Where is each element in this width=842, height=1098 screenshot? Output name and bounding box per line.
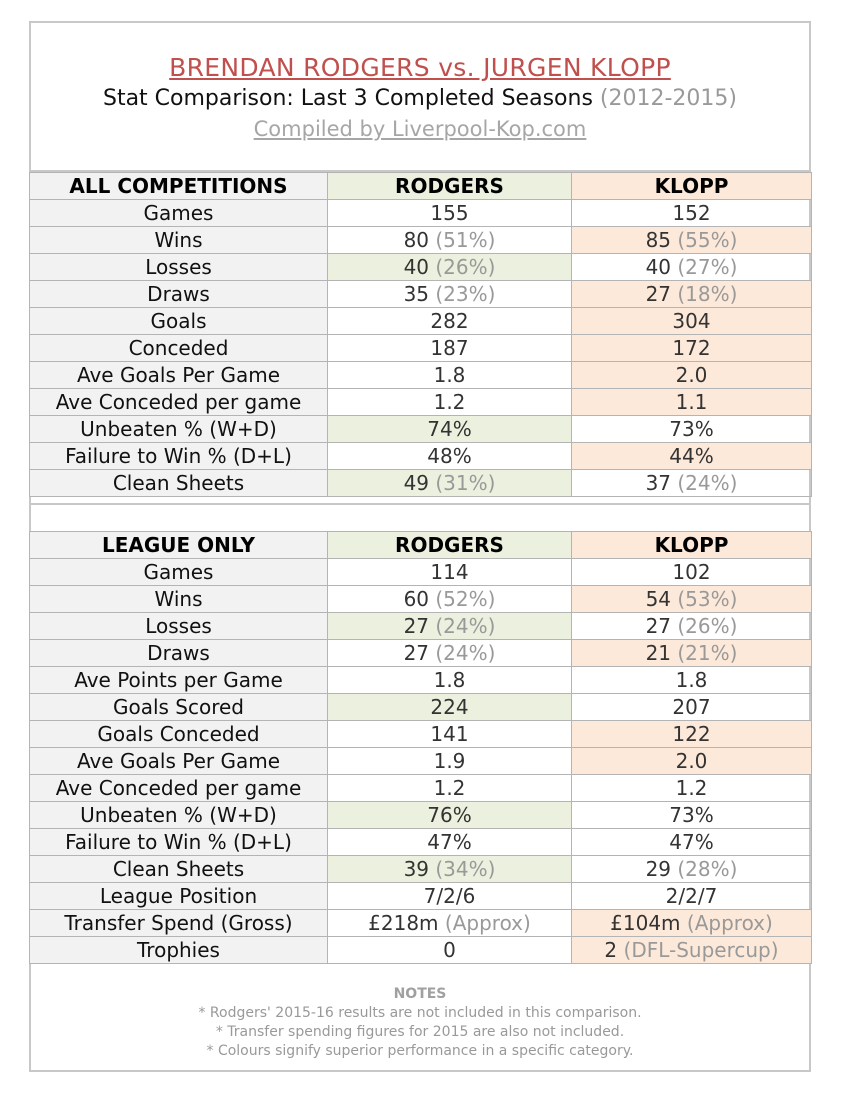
- section-heading: LEAGUE ONLY: [30, 532, 328, 559]
- klopp-number: 152: [672, 201, 711, 225]
- stat-label: Games: [30, 200, 328, 227]
- klopp-number: 37: [645, 471, 672, 495]
- table-row: [30, 470, 812, 497]
- rodgers-number: 60: [403, 587, 430, 611]
- rodgers-number: 0: [443, 938, 456, 962]
- stat-label: Clean Sheets: [30, 470, 328, 497]
- column-header-rodgers: RODGERS: [328, 173, 572, 200]
- table-row: [30, 586, 812, 613]
- rodgers-percentage: (31%): [435, 471, 496, 495]
- stat-label: Ave Goals Per Game: [30, 748, 328, 775]
- stat-label: Wins: [30, 227, 328, 254]
- klopp-value: [572, 802, 812, 829]
- rodgers-number: 76%: [427, 803, 472, 827]
- table-row: [30, 667, 812, 694]
- klopp-number: 2: [604, 938, 618, 962]
- table-row: [30, 254, 812, 281]
- klopp-number: 304: [672, 309, 711, 333]
- rodgers-value: [328, 281, 572, 308]
- stat-label: Wins: [30, 586, 328, 613]
- rodgers-number: 282: [430, 309, 469, 333]
- klopp-percentage: (Approx): [686, 911, 773, 935]
- rodgers-value: [328, 856, 572, 883]
- page-subtitle: [31, 86, 809, 111]
- klopp-percentage: (55%): [677, 228, 738, 252]
- rodgers-number: 155: [430, 201, 469, 225]
- klopp-percentage: (18%): [677, 282, 738, 306]
- table-row: [30, 640, 812, 667]
- klopp-percentage: (27%): [677, 255, 738, 279]
- rodgers-value: [328, 748, 572, 775]
- stat-label: Ave Conceded per game: [30, 775, 328, 802]
- klopp-percentage: (26%): [677, 614, 738, 638]
- rodgers-percentage: (24%): [435, 641, 496, 665]
- stat-label: Failure to Win % (D+L): [30, 829, 328, 856]
- rodgers-value: [328, 470, 572, 497]
- klopp-number: 47%: [669, 830, 714, 854]
- klopp-value: [572, 829, 812, 856]
- stat-label: Draws: [30, 281, 328, 308]
- rodgers-percentage: (26%): [435, 255, 496, 279]
- klopp-number: 40: [645, 255, 672, 279]
- rodgers-value: [328, 254, 572, 281]
- rodgers-number: 40: [403, 255, 430, 279]
- klopp-value: [572, 910, 812, 937]
- klopp-number: 1.8: [675, 668, 708, 692]
- table-row: [30, 694, 812, 721]
- table-row: [30, 613, 812, 640]
- table-row: [30, 281, 812, 308]
- klopp-value: [572, 937, 812, 964]
- stat-label: Unbeaten % (W+D): [30, 802, 328, 829]
- klopp-value: [572, 389, 812, 416]
- rodgers-number: 47%: [427, 830, 472, 854]
- stat-label: Goals Scored: [30, 694, 328, 721]
- klopp-value: [572, 470, 812, 497]
- klopp-value: [572, 416, 812, 443]
- table-row: [30, 775, 812, 802]
- stat-label: Goals: [30, 308, 328, 335]
- table-row: [30, 308, 812, 335]
- stat-label: Draws: [30, 640, 328, 667]
- rodgers-percentage: (Approx): [444, 911, 531, 935]
- note-line: * Rodgers' 2015-16 results are not included in this comparison.: [198, 1005, 642, 1021]
- rodgers-value: [328, 667, 572, 694]
- klopp-number: 44%: [669, 444, 714, 468]
- rodgers-number: 7/2/6: [423, 884, 476, 908]
- klopp-number: 172: [672, 336, 711, 360]
- table-header-row: [30, 532, 812, 559]
- rodgers-value: [328, 910, 572, 937]
- note-line: * Colours signify superior performance in a specific category.: [206, 1043, 634, 1059]
- rodgers-number: 1.8: [433, 668, 466, 692]
- section-heading: ALL COMPETITIONS: [30, 173, 328, 200]
- rodgers-number: 1.2: [433, 776, 466, 800]
- notes-title: NOTES: [393, 986, 447, 1002]
- klopp-number: £104m: [610, 911, 681, 935]
- rodgers-percentage: (34%): [435, 857, 496, 881]
- table-row: [30, 443, 812, 470]
- klopp-value: [572, 362, 812, 389]
- klopp-number: 122: [672, 722, 711, 746]
- stat-label: Conceded: [30, 335, 328, 362]
- klopp-percentage: (28%): [677, 857, 738, 881]
- stat-label: Clean Sheets: [30, 856, 328, 883]
- table-row: [30, 362, 812, 389]
- rodgers-number: 49: [403, 471, 430, 495]
- rodgers-value: [328, 308, 572, 335]
- stat-label: Losses: [30, 254, 328, 281]
- klopp-value: [572, 775, 812, 802]
- rodgers-percentage: (51%): [435, 228, 496, 252]
- column-header-rodgers: RODGERS: [328, 532, 572, 559]
- table-row: [30, 416, 812, 443]
- klopp-number: 27: [645, 614, 672, 638]
- table-row: [30, 802, 812, 829]
- stat-label: Ave Goals Per Game: [30, 362, 328, 389]
- rodgers-value: [328, 775, 572, 802]
- klopp-number: 54: [645, 587, 672, 611]
- rodgers-value: [328, 721, 572, 748]
- klopp-number: 1.2: [675, 776, 708, 800]
- section-gap: [31, 503, 809, 505]
- klopp-number: 2.0: [675, 363, 708, 387]
- klopp-percentage: (53%): [677, 587, 738, 611]
- column-header-klopp: KLOPP: [572, 532, 812, 559]
- table-row: [30, 559, 812, 586]
- table-row: [30, 829, 812, 856]
- table-row: [30, 200, 812, 227]
- klopp-number: 21: [645, 641, 672, 665]
- rodgers-value: [328, 640, 572, 667]
- rodgers-value: [328, 335, 572, 362]
- klopp-value: [572, 748, 812, 775]
- rodgers-value: [328, 613, 572, 640]
- klopp-number: 2/2/7: [665, 884, 718, 908]
- stat-label: Trophies: [30, 937, 328, 964]
- klopp-value: [572, 586, 812, 613]
- rodgers-percentage: (23%): [435, 282, 496, 306]
- rodgers-value: [328, 883, 572, 910]
- rodgers-number: 141: [430, 722, 469, 746]
- stat-label: Games: [30, 559, 328, 586]
- all-competitions-table: [29, 172, 812, 497]
- stat-label: Transfer Spend (Gross): [30, 910, 328, 937]
- klopp-value: [572, 254, 812, 281]
- rodgers-value: [328, 802, 572, 829]
- stat-label: Ave Points per Game: [30, 667, 328, 694]
- rodgers-number: 48%: [427, 444, 472, 468]
- stat-label: Goals Conceded: [30, 721, 328, 748]
- rodgers-number: 35: [403, 282, 430, 306]
- klopp-value: [572, 640, 812, 667]
- rodgers-value: [328, 200, 572, 227]
- rodgers-number: 27: [403, 614, 430, 638]
- table-row: [30, 856, 812, 883]
- klopp-value: [572, 667, 812, 694]
- rodgers-number: 80: [403, 228, 430, 252]
- klopp-number: 2.0: [675, 749, 708, 773]
- stat-label: Failure to Win % (D+L): [30, 443, 328, 470]
- klopp-number: 27: [645, 282, 672, 306]
- klopp-value: [572, 721, 812, 748]
- header: [31, 23, 809, 171]
- rodgers-value: [328, 443, 572, 470]
- rodgers-percentage: (24%): [435, 614, 496, 638]
- klopp-percentage: (21%): [677, 641, 738, 665]
- stat-label: Losses: [30, 613, 328, 640]
- rodgers-value: [328, 362, 572, 389]
- table-row: [30, 910, 812, 937]
- rodgers-number: 114: [430, 560, 469, 584]
- klopp-number: 29: [645, 857, 672, 881]
- klopp-number: 1.1: [675, 390, 708, 414]
- klopp-number: 73%: [669, 803, 714, 827]
- klopp-number: 85: [645, 228, 672, 252]
- klopp-percentage: (DFL-Supercup): [623, 938, 779, 962]
- table-row: [30, 883, 812, 910]
- klopp-value: [572, 335, 812, 362]
- klopp-value: [572, 308, 812, 335]
- table-row: [30, 721, 812, 748]
- stat-label: League Position: [30, 883, 328, 910]
- rodgers-number: 1.9: [433, 749, 466, 773]
- klopp-value: [572, 443, 812, 470]
- rodgers-value: [328, 586, 572, 613]
- rodgers-number: 27: [403, 641, 430, 665]
- rodgers-number: 74%: [427, 417, 472, 441]
- rodgers-number: 224: [430, 695, 469, 719]
- klopp-value: [572, 281, 812, 308]
- table-row: [30, 937, 812, 964]
- stat-label: Ave Conceded per game: [30, 389, 328, 416]
- rodgers-number: 1.8: [433, 363, 466, 387]
- table-row: [30, 389, 812, 416]
- note-line: * Transfer spending figures for 2015 are also not included.: [215, 1024, 625, 1040]
- klopp-value: [572, 613, 812, 640]
- page-title: BRENDAN RODGERS vs. JURGEN KLOPP: [169, 53, 671, 82]
- column-header-klopp: KLOPP: [572, 173, 812, 200]
- stat-label: Unbeaten % (W+D): [30, 416, 328, 443]
- klopp-value: [572, 227, 812, 254]
- table-header-row: [30, 173, 812, 200]
- rodgers-value: [328, 937, 572, 964]
- rodgers-value: [328, 829, 572, 856]
- table-row: [30, 748, 812, 775]
- rodgers-percentage: (52%): [435, 587, 496, 611]
- klopp-percentage: (24%): [677, 471, 738, 495]
- subtitle-text: Stat Comparison: Last 3 Completed Seasons: [102, 86, 593, 111]
- rodgers-value: [328, 389, 572, 416]
- notes-section: [31, 985, 809, 1061]
- klopp-number: 207: [672, 695, 711, 719]
- credit-link[interactable]: Compiled by Liverpool-Kop.com: [253, 117, 587, 141]
- rodgers-value: [328, 227, 572, 254]
- klopp-value: [572, 694, 812, 721]
- klopp-number: 102: [672, 560, 711, 584]
- klopp-value: [572, 200, 812, 227]
- rodgers-value: [328, 559, 572, 586]
- table-row: [30, 227, 812, 254]
- rodgers-number: 187: [430, 336, 469, 360]
- klopp-number: 73%: [669, 417, 714, 441]
- klopp-value: [572, 856, 812, 883]
- klopp-value: [572, 559, 812, 586]
- league-only-table: [29, 531, 812, 964]
- rodgers-value: [328, 416, 572, 443]
- rodgers-number: 39: [403, 857, 430, 881]
- rodgers-value: [328, 694, 572, 721]
- table-row: [30, 335, 812, 362]
- klopp-value: [572, 883, 812, 910]
- rodgers-number: £218m: [368, 911, 439, 935]
- comparison-card: [29, 21, 811, 1072]
- rodgers-number: 1.2: [433, 390, 466, 414]
- subtitle-period: (2012-2015): [599, 86, 737, 111]
